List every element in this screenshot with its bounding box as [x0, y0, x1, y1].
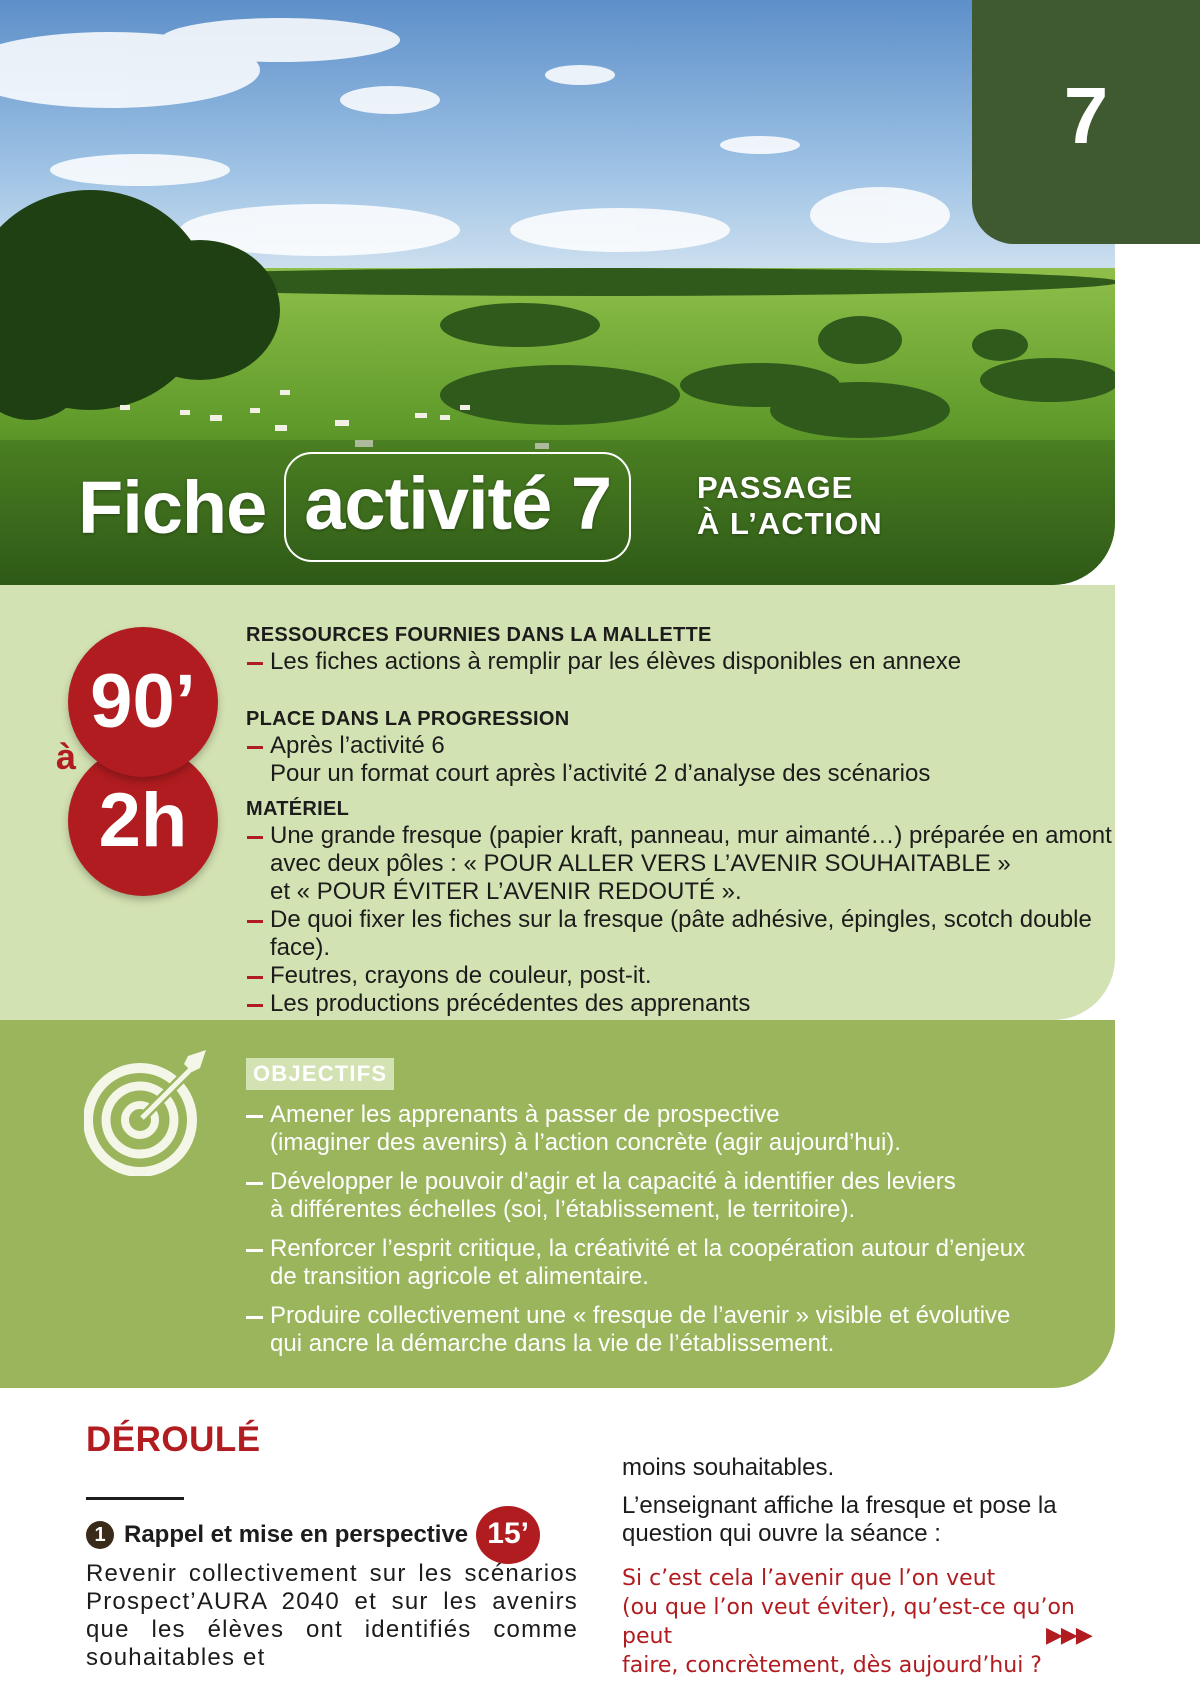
objective-line: (imaginer des avenirs) à l’action concrète (agir aujourd’hui). — [270, 1129, 901, 1156]
objective-item — [246, 1235, 1066, 1291]
deroule-heading: DÉROULÉ — [86, 1420, 261, 1459]
heading-divider — [86, 1497, 184, 1500]
progression-note: Pour un format court après l’activité 2 d’analyse des scénarios — [270, 760, 931, 787]
duration-connector: à — [56, 736, 77, 777]
teacher-paragraph: L’enseignant affiche la fresque et pose la question qui ouvre la séance : — [622, 1492, 1057, 1547]
step-title: Rappel et mise en perspective — [124, 1521, 469, 1548]
title-word: Fiche — [78, 465, 267, 549]
resources-item: Les fiches actions à remplir par les élèves disponibles en annexe — [246, 648, 1116, 676]
duration-min-badge: 90’ — [68, 627, 218, 777]
objective-item — [246, 1101, 1066, 1157]
duration-max-badge: 2h — [68, 746, 218, 896]
objective-line: Produire collectivement une « fresque de l’avenir » visible et évolutive — [270, 1302, 1011, 1329]
objectives-label: OBJECTIFS — [246, 1058, 394, 1090]
objective-line: Renforcer l’esprit critique, la créativité et la coopération autour d’enjeux — [270, 1235, 1026, 1262]
continue-arrows-icon: ▶▶▶ — [1046, 1622, 1091, 1647]
objective-item — [246, 1168, 1066, 1224]
title-boxed: activité 7 — [284, 452, 631, 562]
materiel-item-1: Une grande fresque (papier kraft, panneau, mur aimanté…) préparée en amont — [246, 822, 1116, 850]
progression-item: Après l’activité 6 — [246, 732, 1116, 760]
target-arrow-icon — [84, 1046, 214, 1176]
step-duration-badge: 15’ — [476, 1506, 540, 1564]
step-header — [86, 1506, 540, 1564]
materiel-item-4: Les productions précédentes des apprenants — [246, 990, 1116, 1018]
materiel-heading: MATÉRIEL — [246, 798, 350, 820]
objective-line: qui ancre la démarche dans la vie de l’établissement. — [270, 1330, 835, 1357]
objective-item — [246, 1302, 1066, 1358]
step-number: 1 — [86, 1521, 114, 1549]
page-subtitle — [697, 470, 883, 542]
materiel-item-3: Feutres, crayons de couleur, post-it. — [246, 962, 1116, 990]
question-line: (ou que l’on veut éviter), qu’est-ce qu’on peut — [622, 1595, 1075, 1649]
objective-line: à différentes échelles (soi, l’établissement, le territoire). — [270, 1196, 856, 1223]
objective-line: Amener les apprenants à passer de prospective — [270, 1101, 780, 1128]
subtitle-line-1: PASSAGE — [697, 470, 854, 505]
objective-line: de transition agricole et alimentaire. — [270, 1263, 649, 1290]
subtitle-line-2: À L’ACTION — [697, 506, 883, 541]
question-line: faire, concrètement, dès aujourd’hui ? — [622, 1653, 1042, 1678]
continuation-text: moins souhaitables. — [622, 1454, 835, 1481]
page-title — [78, 452, 631, 562]
objectives-list — [246, 1101, 1066, 1369]
objective-line: Développer le pouvoir d’agir et la capacité à identifier des leviers — [270, 1168, 956, 1195]
resources-text — [246, 622, 1116, 1018]
resources-heading: RESSOURCES FOURNIES DANS LA MALLETTE — [246, 624, 712, 646]
chapter-number: 7 — [1063, 71, 1109, 160]
progression-heading: PLACE DANS LA PROGRESSION — [246, 708, 570, 730]
materiel-item-1-line-3: et « POUR ÉVITER L’AVENIR REDOUTÉ ». — [270, 878, 742, 905]
materiel-item-2: De quoi fixer les fiches sur la fresque (pâte adhésive, épingles, scotch double face). — [246, 906, 1116, 962]
question-line: Si c’est cela l’avenir que l’on veut — [622, 1566, 996, 1591]
step-text: Revenir collectivement sur les scénarios Prospect’AURA 2040 et sur les avenirs que les élèves ont identifiés comme souhaitables et — [86, 1560, 578, 1671]
chapter-tab — [972, 0, 1200, 244]
materiel-item-1-line-2: avec deux pôles : « POUR ALLER VERS L’AVENIR SOUHAITABLE » — [270, 850, 1011, 877]
